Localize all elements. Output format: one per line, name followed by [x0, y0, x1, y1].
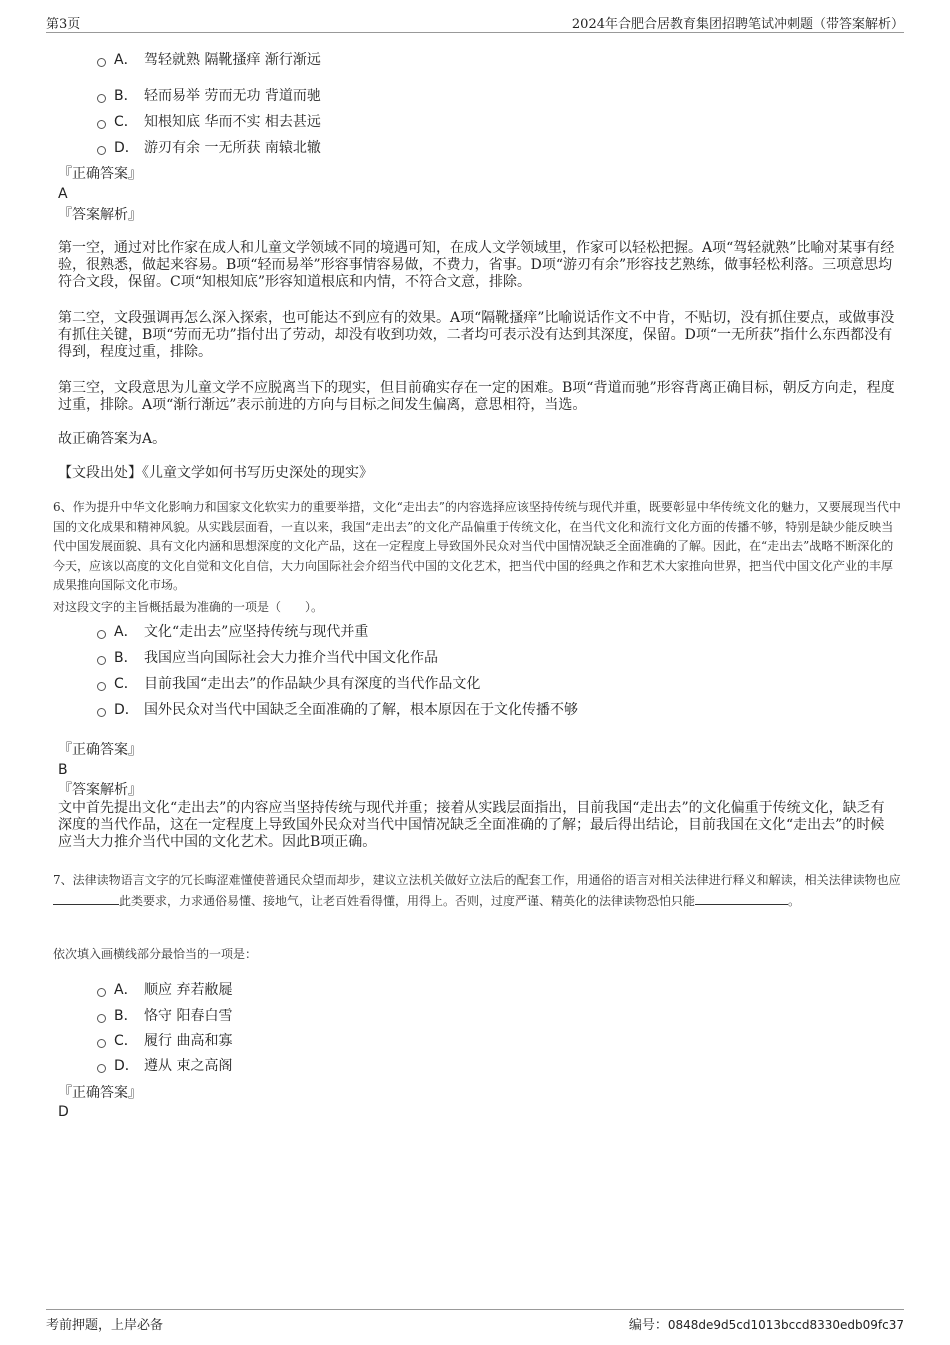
radio-icon[interactable]	[97, 146, 106, 155]
q6-ask: 对这段文字的主旨概括最为准确的一项是（ ）。	[53, 600, 324, 614]
radio-icon[interactable]	[97, 1014, 106, 1023]
q5-analysis-para-3: 第三空，文段意思为儿童文学不应脱离当下的现实，但目前确实存在一定的困难。B项“背道而驰”形容背离正确目标，朝反方向走，程度过重，排除。A项“渐行渐远”表示前进的方向与目标之间发生偏离，意思相符，当选。	[58, 380, 895, 413]
q5-option-d[interactable]: D． 游刃有余 一无所获 南辕北辙	[97, 138, 321, 158]
q5-answer-label: 『正确答案』	[58, 166, 142, 182]
q5-analysis-para-1: 第一空，通过对比作家在成人和儿童文学领域不同的境遇可知，在成人文学领域里，作家可以轻松把握。A项“驾轻就熟”比喻对某事有经验，很熟悉，做起来容易。B项“轻而易举”形容事情容易做，不费力，省事。D项“游刃有余”形容技艺熟练，做事轻松利落。三项意思均符合文段，保留。C项“知根知底”形容知道根底和内情，不符合文意，排除。	[58, 240, 895, 290]
radio-icon[interactable]	[97, 656, 106, 665]
q7-option-a[interactable]: A． 顺应 弃若敝屣	[97, 980, 232, 1000]
radio-icon[interactable]	[97, 682, 106, 691]
q5-conclusion: 故正确答案为A。	[58, 431, 167, 447]
page-header	[46, 12, 904, 33]
q5-source: 【文段出处】《儿童文学如何书写历史深处的现实》	[58, 465, 373, 481]
q7-option-c[interactable]: C． 履行 曲高和寡	[97, 1031, 232, 1051]
document-code: 编号：0848de9d5cd1013bccd8330edb09fc37	[628, 1318, 904, 1333]
page-footer	[46, 1309, 904, 1334]
q7-answer: D	[58, 1104, 69, 1120]
q5-option-b[interactable]: B． 轻而易举 劳而无功 背道而驰	[97, 86, 321, 106]
q6-option-b[interactable]: B． 我国应当向国际社会大力推介当代中国文化作品	[97, 648, 438, 668]
q5-analysis-label: 『答案解析』	[58, 207, 142, 223]
q7-ask: 依次填入画横线部分最恰当的一项是：	[53, 947, 258, 961]
radio-icon[interactable]	[97, 1039, 106, 1048]
q6-answer: B	[58, 762, 68, 778]
q5-analysis-para-2: 第二空，文段强调再怎么深入探索，也可能达不到应有的效果。A项“隔靴搔痒”比喻说话作文不中肯，不贴切，没有抓住要点，或做事没有抓住关键，B项“劳而无功”指付出了劳动，却没有收到功效，二者均可表示没有达到其深度，保留。D项“一无所获”指什么东西都没有得到，程度过重，排除。	[58, 310, 895, 360]
radio-icon[interactable]	[97, 1064, 106, 1073]
radio-icon[interactable]	[97, 988, 106, 997]
q7-answer-label: 『正确答案』	[58, 1085, 142, 1101]
q7-option-d[interactable]: D． 遵从 束之高阁	[97, 1056, 232, 1076]
q6-analysis: 文中首先提出文化“走出去”的内容应当坚持传统与现代并重；接着从实践层面指出，目前我国“走出去”的文化偏重于传统文化，缺乏有深度的当代作品，这在一定程度上导致国外民众对当代中国情况缺乏全面准确的了解；最后得出结论，目前我国在文化“走出去”的时候应当大力推介当代中国的文化艺术。因此B项正确。	[58, 800, 885, 850]
q6-option-c[interactable]: C． 目前我国“走出去”的作品缺少具有深度的当代作品文化	[97, 674, 480, 694]
blank-2	[695, 892, 788, 905]
q6-option-d[interactable]: D． 国外民众对当代中国缺乏全面准确的了解，根本原因在于文化传播不够	[97, 700, 578, 720]
q6-stem: 6、作为提升中华文化影响力和国家文化软实力的重要举措，文化“走出去”的内容选择应该坚持传统与现代并重，既要彰显中华传统文化的魅力，又要展现当代中国的文化成果和精神风貌。从实践层面看，一直以来，我国“走出去”的文化产品偏重于传统文化，在当代文化和流行文化方面的传播不够，特别是缺少能反映当代中国发展面貌、具有文化内涵和思想深度的文化产品，这在一定程度上导致国外民众对当代中国情况缺乏全面准确的了解。因此，在“走出去”战略不断深化的今天，应该以高度的文化自觉和文化自信，大力向国际社会介绍当代中国的文化艺术，把当代中国的经典之作和艺术大家推向世界，把当代中国文化产业的丰厚成果推向国际文化市场。	[53, 500, 901, 592]
document-title: 2024年合肥合居教育集团招聘笔试冲刺题（带答案解析）	[571, 17, 904, 32]
blank-1	[53, 892, 119, 905]
page-number: 第3页	[46, 17, 81, 32]
q7-option-b[interactable]: B． 恪守 阳春白雪	[97, 1006, 232, 1026]
radio-icon[interactable]	[97, 630, 106, 639]
q7-stem: 7、法律读物语言文字的冗长晦涩难懂使普通民众望而却步，建议立法机关做好立法后的配套工作，用通俗的语言对相关法律进行释义和解读，相关法律读物也应此类要求，力求通俗易懂、接地气，让老百姓看得懂，用得上。否则，过度严谨、精英化的法律读物恐怕只能 。	[53, 873, 901, 908]
q6-answer-label: 『正确答案』	[58, 742, 142, 758]
radio-icon[interactable]	[97, 708, 106, 717]
radio-icon[interactable]	[97, 58, 106, 67]
q6-analysis-label: 『答案解析』	[58, 782, 142, 798]
q5-option-c[interactable]: C． 知根知底 华而不实 相去甚远	[97, 112, 321, 132]
radio-icon[interactable]	[97, 120, 106, 129]
q5-answer: A	[58, 186, 68, 202]
radio-icon[interactable]	[97, 94, 106, 103]
footer-slogan: 考前押题，上岸必备	[46, 1318, 164, 1333]
q6-option-a[interactable]: A． 文化“走出去”应坚持传统与现代并重	[97, 622, 368, 642]
q5-option-a[interactable]: A． 驾轻就熟 隔靴搔痒 渐行渐远	[97, 50, 321, 70]
